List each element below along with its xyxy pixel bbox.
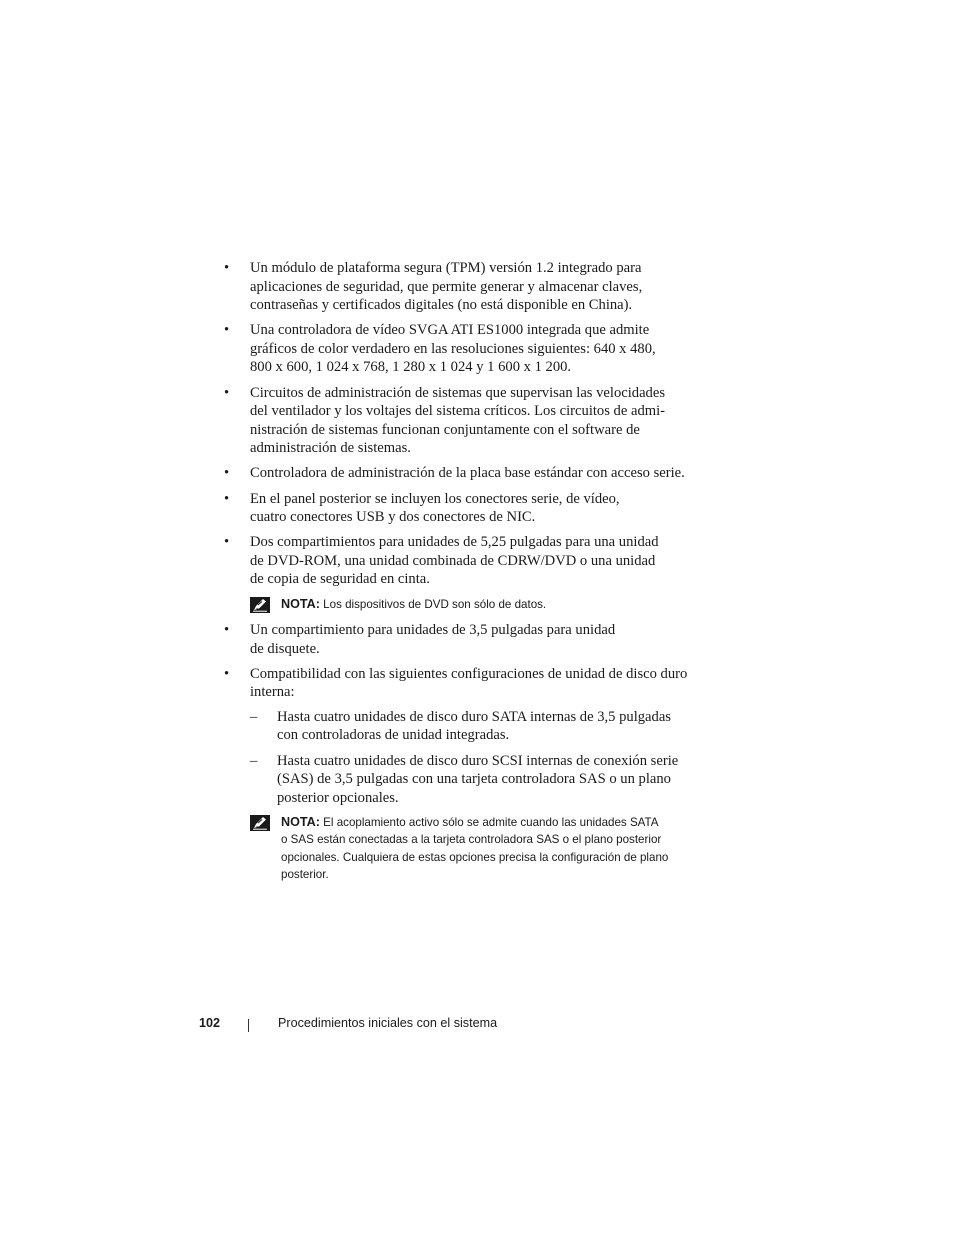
note-dvd <box>222 596 722 614</box>
list-item <box>222 464 722 483</box>
bullet-marker: • <box>224 322 230 339</box>
bullet-marker: • <box>224 260 230 276</box>
list-item <box>222 621 722 658</box>
bullet-marker: • <box>224 665 230 682</box>
note-text: opcionales. Cualquiera de estas opciones precisa la configuración de plano <box>281 850 669 864</box>
text-line: administración de sistemas. <box>250 440 411 457</box>
bullet-marker: • <box>224 384 230 401</box>
text-line: contraseñas y certificados digitales (no está disponible en China). <box>250 297 633 314</box>
footer-divider <box>248 1019 249 1032</box>
bullet-marker: • <box>224 534 230 551</box>
list-item <box>222 665 722 808</box>
note-label: NOTA: <box>281 814 320 829</box>
text-line: de DVD-ROM, una unidad combinada de CDRW/DVD o una unidad <box>250 552 656 569</box>
pencil-note-icon <box>250 597 270 613</box>
footer-chapter-title: Procedimientos iniciales con el sistema <box>278 1016 498 1030</box>
note-text: o SAS están conectadas a la tarjeta controladora SAS o el plano posterior <box>281 833 662 847</box>
dash-marker: – <box>250 752 258 769</box>
text-line: Hasta cuatro unidades de disco duro SATA internas de 3,5 pulgadas <box>277 708 671 725</box>
text-line: nistración de sistemas funcionan conjuntamente con el software de <box>250 421 640 438</box>
bullet-marker: • <box>224 490 230 507</box>
sub-list-item <box>250 752 722 808</box>
text-line: Un módulo de plataforma segura (TPM) versión 1.2 integrado para <box>250 260 642 276</box>
text-line: con controladoras de unidad integradas. <box>277 727 510 744</box>
sub-list-item <box>250 708 722 745</box>
text-line: Compatibilidad con las siguientes configuraciones de unidad de disco duro <box>250 665 688 682</box>
note-text: Los dispositivos de DVD son sólo de datos. <box>323 597 547 611</box>
text-line: de disquete. <box>250 640 320 657</box>
note-text: posterior. <box>281 868 329 882</box>
dash-marker: – <box>250 708 258 725</box>
text-line: gráficos de color verdadero en las resoluciones siguientes: 640 x 480, <box>250 340 656 357</box>
list-item <box>222 490 722 527</box>
feature-list <box>222 259 722 589</box>
text-line: posterior opcionales. <box>277 789 399 806</box>
note-label: NOTA: <box>281 596 320 611</box>
list-item <box>222 259 722 315</box>
list-item <box>222 533 722 589</box>
bullet-marker: • <box>224 465 230 482</box>
text-line: Un compartimiento para unidades de 3,5 pulgadas para unidad <box>250 622 616 638</box>
note-text: El acoplamiento activo sólo se admite cuando las unidades SATA <box>323 815 659 829</box>
pencil-note-icon <box>250 815 270 831</box>
page-number: 102 <box>199 1016 221 1030</box>
text-line: Circuitos de administración de sistemas que supervisan las velocidades <box>250 384 666 401</box>
text-line: (SAS) de 3,5 pulgadas con una tarjeta controladora SAS o un plano <box>277 771 671 788</box>
main-content <box>222 259 722 892</box>
text-line: En el panel posterior se incluyen los conectores serie, de vídeo, <box>250 490 620 507</box>
note-hot-plug <box>222 814 722 884</box>
bullet-marker: • <box>224 622 230 638</box>
feature-list-continued <box>222 621 722 807</box>
text-line: cuatro conectores USB y dos conectores de NIC. <box>250 509 536 526</box>
list-item <box>222 384 722 458</box>
sub-list <box>250 708 722 807</box>
text-line: interna: <box>250 684 295 701</box>
list-item <box>222 321 722 377</box>
text-line: Hasta cuatro unidades de disco duro SCSI internas de conexión serie <box>277 752 679 769</box>
text-line: Una controladora de vídeo SVGA ATI ES1000 integrada que admite <box>250 322 650 339</box>
text-line: de copia de seguridad en cinta. <box>250 571 430 588</box>
text-line: aplicaciones de seguridad, que permite generar y almacenar claves, <box>250 278 643 295</box>
text-line: del ventilador y los voltajes del sistema críticos. Los circuitos de admi- <box>250 403 666 420</box>
text-line: Dos compartimientos para unidades de 5,25 pulgadas para una unidad <box>250 534 659 551</box>
text-line: Controladora de administración de la placa base estándar con acceso serie. <box>250 465 685 482</box>
text-line: 800 x 600, 1 024 x 768, 1 280 x 1 024 y 1 600 x 1 200. <box>250 359 572 376</box>
